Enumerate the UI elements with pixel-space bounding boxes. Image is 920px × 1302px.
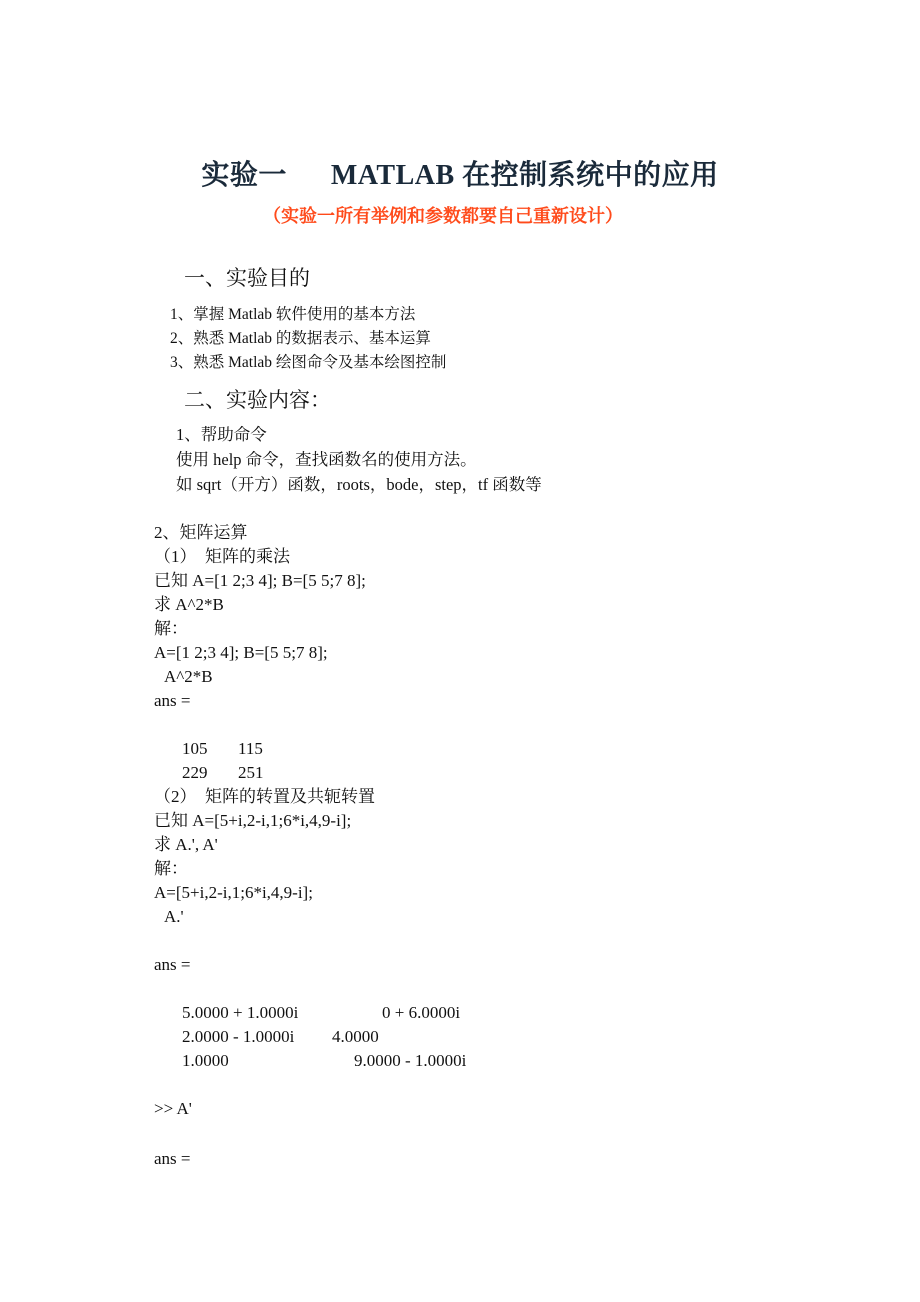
purpose-item: 1、掌握 Matlab 软件使用的基本方法: [170, 306, 416, 323]
part1-given: 已知 A=[1 2;3 4]; B=[5 5;7 8];: [154, 571, 366, 590]
part2-ask: 求 A.', A': [154, 835, 218, 854]
part1-heading: （1） 矩阵的乘法: [154, 547, 290, 566]
matrix-title: 2、矩阵运算: [154, 523, 248, 542]
help-line: 使用 help 命令，查找函数名的使用方法。: [176, 450, 477, 469]
result-cell: 9.0000 - 1.0000i: [354, 1051, 467, 1070]
help-title: 1、帮助命令: [176, 425, 267, 444]
result-cell: 0 + 6.0000i: [382, 1003, 461, 1022]
part2-heading: （2） 矩阵的转置及共轭转置: [154, 787, 375, 806]
purpose-item: 2、熟悉 Matlab 的数据表示、基本运算: [170, 330, 431, 347]
result-cell: 251: [238, 763, 264, 782]
part2-ans-label: ans =: [154, 955, 191, 974]
result-cell: 4.0000: [332, 1027, 379, 1046]
result-cell: 5.0000 + 1.0000i: [182, 1003, 299, 1022]
title-topic: MATLAB 在控制系统中的应用: [330, 160, 719, 191]
part1-ans-label: ans =: [154, 691, 191, 710]
section-heading-purpose: 一、实验目的: [184, 266, 310, 290]
title-experiment-number: 实验一: [201, 160, 287, 191]
part2-code: A.': [164, 907, 184, 926]
doc-title: [0, 160, 920, 192]
result-cell: 2.0000 - 1.0000i: [182, 1027, 295, 1046]
result-cell: 115: [238, 739, 263, 758]
part1-code: A^2*B: [164, 667, 213, 686]
section-heading-content: 二、实验内容：: [184, 388, 331, 412]
help-line: 如 sqrt（开方）函数，roots，bode，step，tf 函数等: [176, 475, 542, 494]
doc-subtitle: （实验一所有举例和参数都要自己重新设计）: [263, 206, 623, 227]
part2-solve: 解：: [154, 859, 188, 878]
result-cell: 1.0000: [182, 1051, 229, 1070]
purpose-item: 3、熟悉 Matlab 绘图命令及基本绘图控制: [170, 354, 447, 371]
part2-given: 已知 A=[5+i,2-i,1;6*i,4,9-i];: [154, 811, 352, 830]
command-prompt: >> A': [154, 1099, 192, 1118]
part1-ask: 求 A^2*B: [154, 595, 224, 614]
result-cell: 105: [182, 739, 208, 758]
part2-ans-label-2: ans =: [154, 1149, 191, 1168]
part2-code: A=[5+i,2-i,1;6*i,4,9-i];: [154, 883, 313, 902]
result-cell: 229: [182, 763, 208, 782]
part1-code: A=[1 2;3 4]; B=[5 5;7 8];: [154, 643, 328, 662]
part1-solve: 解：: [154, 619, 188, 638]
